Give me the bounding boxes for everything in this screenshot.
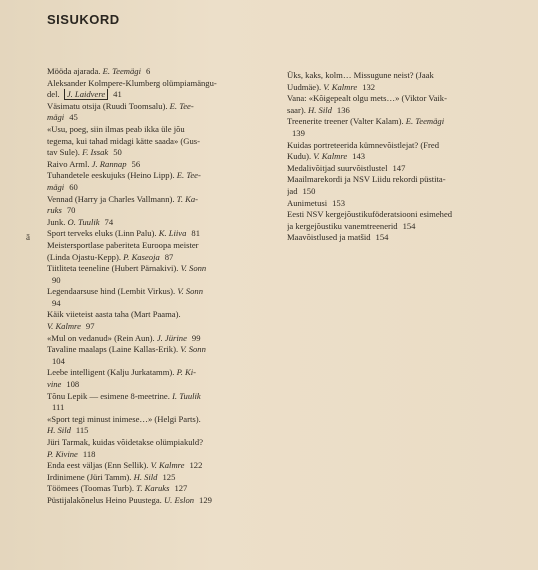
toc-entry-text: «Mul on vedanud» (Rein Aun). [47, 332, 155, 343]
toc-line [287, 140, 505, 152]
toc-entry-author: K. Liiva [158, 228, 187, 239]
toc-entry-text: Legendaarsuse hind (Lembit Virkus). [47, 286, 176, 297]
toc-entry-page: 136 [336, 104, 350, 115]
toc-entry-author: ruks [47, 205, 62, 216]
toc-entry-page: 87 [164, 251, 174, 262]
toc-entry-text: Aunimetusi [287, 197, 328, 208]
toc-line [47, 483, 279, 495]
toc-line [47, 66, 279, 78]
toc-line [47, 449, 279, 461]
toc-line [47, 240, 279, 252]
toc-entry-text: Enda eest väljas (Enn Sellik). [47, 460, 149, 471]
toc-entry-text: Mööda ajarada. [47, 66, 101, 76]
toc-entry-text: saar). [287, 104, 306, 115]
toc-entry-page: 129 [199, 494, 212, 505]
toc-entry-page: 122 [189, 460, 203, 471]
toc-entry-page: 111 [52, 402, 65, 413]
toc-entry-text: Treenerite treener (Valter Kalam). [287, 116, 404, 127]
toc-line [47, 136, 279, 148]
toc-entry-author: V. Kalmre [323, 81, 358, 92]
toc-entry-text: Püstijalakõnelus Heino Puustega. [47, 494, 162, 505]
toc-entry-page: 115 [75, 425, 89, 436]
toc-entry-text: ja kergejõustiku vanemtreenerid [287, 220, 398, 231]
toc-entry-author: mägi [47, 181, 65, 192]
toc-entry-page: 150 [302, 185, 316, 196]
toc-line [47, 391, 279, 403]
toc-entry-page: 90 [52, 274, 61, 285]
toc-entry-text: Vennad (Harry ja Charles Vallmann). [47, 193, 175, 204]
toc-entry-page: 104 [52, 355, 65, 366]
toc-entry-author: J. Rannap [91, 158, 127, 169]
toc-line [47, 286, 279, 298]
toc-entry-author: P. Kaseoja [123, 251, 160, 262]
toc-entry-page: 45 [69, 112, 78, 123]
toc-entry-author: H. Sild [133, 471, 158, 482]
toc-entry-author: vine [47, 379, 62, 390]
toc-entry-page: 50 [113, 147, 122, 158]
toc-line [287, 70, 505, 82]
toc-entry-page: 154 [402, 220, 416, 231]
toc-line [47, 252, 279, 264]
toc-entry-text: Junk. [47, 216, 66, 227]
toc-entry-author: mägi [47, 112, 65, 123]
toc-entry-page: 99 [191, 332, 201, 343]
toc-entry-author: V. Sonn [177, 286, 203, 297]
toc-entry-page: 127 [174, 483, 188, 494]
toc-line [47, 472, 279, 484]
toc-entry-author-boxed: J. Laidvere [64, 89, 108, 100]
toc-line [287, 151, 505, 163]
toc-line [287, 82, 505, 94]
toc-line [47, 147, 279, 159]
toc-line [287, 209, 505, 221]
toc-entry-text: Uudmäe). [287, 81, 322, 92]
toc-entry-text: Medalivõitjad suurvõistlustel [287, 162, 388, 173]
toc-entry-text: Kuidas portreteerida kümnevõistlejat? (Fred [287, 139, 440, 150]
toc-entry-text: Raivo Arml. [47, 158, 90, 169]
toc-line [47, 124, 279, 136]
toc-entry-text: Irdinimene (Jüri Tamm). [47, 471, 132, 482]
margin-mark: ā [26, 232, 30, 242]
toc-line [47, 356, 279, 368]
toc-entry-author: J. Jürine [156, 332, 187, 343]
toc-entry-page: 56 [131, 158, 141, 169]
toc-entry-author: U. Eslon [163, 494, 195, 505]
toc-entry-text: Eesti NSV kergejõustikuföderatsiooni esimehed [287, 209, 453, 220]
toc-line [287, 105, 505, 117]
toc-entry-text: Tavaline maalaps (Laine Kallas-Erik). [47, 344, 179, 355]
toc-entry-author: T. Karuks [136, 483, 170, 494]
toc-line [47, 205, 279, 217]
toc-entry-text: Maavõistlused ja matšid [287, 232, 371, 243]
toc-entry-text: jad [287, 185, 298, 196]
toc-entry-text: Meistersportlase paberiteta Euroopa meister [47, 239, 199, 250]
toc-line [47, 321, 279, 333]
toc-entry-author: T. Ka- [176, 193, 199, 204]
toc-entry-author: I. Tuulik [172, 390, 201, 401]
toc-line [287, 93, 505, 105]
toc-entry-text: tav Sule). [47, 147, 80, 158]
toc-line [287, 163, 505, 175]
toc-line [47, 309, 279, 321]
toc-entry-page: 70 [66, 205, 76, 216]
toc-entry-author: O. Tuulik [67, 216, 100, 227]
toc-entry-author: F. Issak [82, 147, 109, 158]
toc-line [47, 275, 279, 287]
toc-entry-text: Tõnu Lepik — esimene 8-meetrine. [47, 390, 170, 401]
toc-line [287, 198, 505, 210]
toc-line [47, 460, 279, 472]
toc-line [287, 232, 505, 244]
toc-line [47, 414, 279, 426]
toc-entry-text: Jüri Tarmak, kuidas võidetakse olümpiakuld? [47, 437, 204, 447]
toc-entry-page: 118 [82, 448, 96, 459]
toc-entry-text: del. [47, 89, 60, 100]
toc-entry-page: 154 [375, 232, 389, 243]
toc-entry-author: V. Kalmre [313, 151, 348, 162]
toc-entry-page: 74 [104, 216, 114, 227]
toc-right-column [287, 70, 505, 244]
toc-line [47, 194, 279, 206]
toc-line [287, 186, 505, 198]
toc-entry-text: Vana: «Kõigepealt olgu mets…» (Viktor Vaik- [287, 93, 447, 104]
toc-entry-text: (Linda Ojastu-Kepp). [47, 251, 121, 262]
toc-line [287, 116, 505, 128]
toc-entry-text: Tiitliteta teeneline (Hubert Pärnakivi). [47, 263, 179, 274]
toc-line [47, 402, 279, 414]
toc-entry-text: tegema, kui tahad midagi kätte saada» (Gus- [47, 135, 200, 146]
toc-entry-page: 147 [392, 162, 406, 173]
toc-entry-text: Tuhandetele eeskujuks (Heino Lipp). [47, 170, 175, 181]
toc-line [47, 344, 279, 356]
toc-entry-author: V. Sonn [180, 344, 206, 355]
toc-line [47, 437, 279, 449]
toc-line [287, 221, 505, 233]
toc-entry-author: V. Kalmre [47, 321, 81, 332]
toc-entry-page: 6 [145, 66, 151, 76]
toc-line [47, 170, 279, 182]
toc-entry-page: 132 [362, 81, 376, 92]
toc-line [287, 128, 505, 140]
toc-line [47, 495, 279, 507]
toc-line [47, 263, 279, 275]
toc-entry-author: E. Teemägi [102, 66, 141, 76]
toc-line [47, 182, 279, 194]
toc-entry-text: «Usu, poeg, siin ilmas peab ikka üle jõu [47, 123, 185, 134]
toc-entry-text: Käik viieteist aasta taha (Mart Paama). [47, 309, 181, 320]
toc-line [47, 101, 279, 113]
toc-line [47, 333, 279, 345]
toc-entry-page: 94 [52, 297, 61, 308]
toc-entry-text: «Sport tegi minust inimese…» (Helgi Parts). [47, 413, 201, 424]
toc-entry-page: 153 [332, 197, 345, 208]
toc-entry-page: 125 [162, 471, 176, 482]
toc-line [47, 228, 279, 240]
toc-entry-author: E. Teemägi [405, 116, 445, 127]
toc-entry-page: 60 [69, 181, 78, 192]
toc-line [47, 379, 279, 391]
toc-entry-page: 108 [66, 379, 80, 390]
toc-entry-text: Kudu). [287, 151, 312, 162]
toc-entry-author: P. Ki- [176, 367, 197, 378]
toc-entry-page: 97 [85, 321, 95, 332]
toc-entry-text: Väsimatu otsija (Ruudi Toomsalu). [47, 100, 168, 111]
toc-entry-author: E. Tee- [176, 170, 201, 181]
toc-entry-author: V. Sonn [180, 263, 207, 274]
page-title: SISUKORD [47, 12, 120, 27]
toc-line [47, 367, 279, 379]
toc-entry-text: Leebe intelligent (Kalju Jurkatamm). [47, 367, 175, 378]
toc-entry-author: P. Kivine [47, 448, 78, 459]
toc-entry-text: Üks, kaks, kolm… Missugune neist? (Jaak [287, 70, 434, 80]
toc-entry-text: Sport terveks eluks (Linn Palu). [47, 228, 157, 239]
toc-line [47, 159, 279, 171]
toc-entry-author: H. Sild [308, 104, 332, 115]
toc-entry-text: Maailmarekordi ja NSV Liidu rekordi püstita- [287, 174, 446, 185]
toc-line [47, 298, 279, 310]
toc-line [47, 217, 279, 229]
toc-entry-text: Töömees (Toomas Turb). [47, 483, 135, 494]
toc-entry-page: 81 [191, 228, 201, 239]
toc-line [47, 425, 279, 437]
toc-line [47, 89, 279, 101]
toc-entry-author: V. Kalmre [150, 460, 185, 471]
toc-entry-text: Aleksander Kolmpere-Klumberg olümpiamängu- [47, 77, 217, 88]
toc-entry-page: 139 [292, 127, 305, 138]
toc-line [47, 112, 279, 124]
toc-line [47, 78, 279, 90]
toc-entry-page: 143 [352, 151, 366, 162]
toc-left-column [47, 66, 279, 507]
toc-entry-author: E. Tee- [169, 100, 194, 111]
toc-entry-page: 41 [113, 89, 122, 100]
toc-line [287, 174, 505, 186]
toc-entry-author: H. Sild [47, 425, 71, 436]
